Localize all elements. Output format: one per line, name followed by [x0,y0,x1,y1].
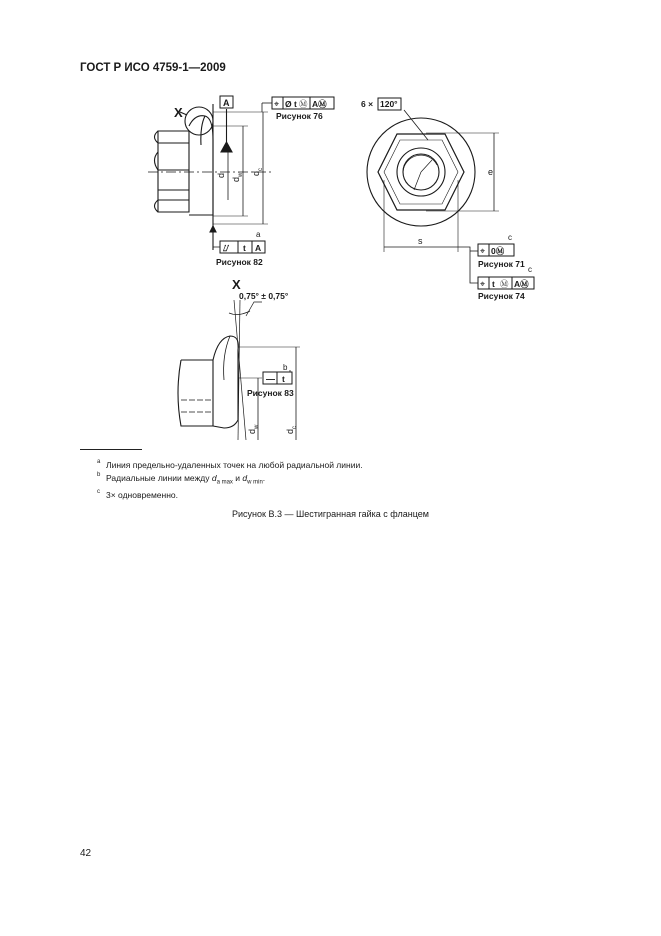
dim-d-label: d [216,172,226,178]
ref-b: b [283,363,288,372]
fcf-sym: — [266,374,275,384]
hex-edge-mid [155,152,190,170]
footnote-a: a Линия предельно-удаленных точек на любой радиальной линии. [97,459,363,470]
dim-dc-label: $d_c$ [251,167,264,176]
fcf-leader [458,247,478,283]
fcf-mod: Ⓜ [299,99,308,109]
fcf-position-top [272,97,334,109]
footnote-c: c 3× одновременно. [97,488,178,500]
fcf-sym: ⌖ [480,279,486,289]
fig83-ref: Рисунок 83 [247,388,294,398]
fcf-mod: Ⓜ [500,279,509,289]
angle-tolerance: 0,75° ± 0,75° [239,291,289,301]
dim-dw-detail-label: $d_w$ [247,424,260,434]
ref-c: c [508,233,512,242]
fcf-ref: AⓂ [312,99,327,109]
fig76-ref: Рисунок 76 [276,111,323,121]
fcf-flatness [263,372,292,384]
fcf-sym: ⌖ [274,99,280,109]
angle-prefix: 6 × [361,99,374,109]
ref-a: a [256,230,261,239]
flange-curve [201,116,205,145]
fcf-position-zero [478,244,514,256]
detail-hex [178,360,213,426]
document-header: ГОСТ Р ИСО 4759-1—2009 [80,62,226,74]
fig74-ref: Рисунок 74 [478,291,525,301]
fcf-runout [220,241,265,253]
fcf-tol: t [492,279,495,289]
view-label-x: X [174,105,183,120]
fcf-tol: t [243,243,246,253]
ref-c-2: c [528,265,532,274]
fcf-sym: ⌖ [480,246,486,256]
dim-dc-detail-label: $d_c$ [285,425,298,434]
detail-label-x: X [232,277,241,292]
page-number: 42 [80,848,92,859]
footnote-b: b Радиальные линии между $d_{a max}$ и $d_{w min}$. [97,471,266,486]
fcf-ref: A [255,243,262,253]
detail-view [178,300,300,440]
fig82-ref: Рисунок 82 [216,257,263,267]
technical-drawing [0,0,661,440]
fig71-ref: Рисунок 71 [478,259,525,269]
footnotes [97,459,363,501]
dim-e-label: e [488,167,494,177]
fcf-ref: AⓂ [514,279,529,289]
arrow [210,226,216,232]
detail-circle [185,107,213,135]
fcf-position-t [478,277,534,289]
dim-dw-label: $d_w$ [231,172,244,182]
dim-s-label: s [418,236,423,246]
top-view [367,110,499,283]
angle-leader [246,302,262,316]
datum-a-label: A [223,98,230,108]
hex-edge-top [155,131,190,143]
angle-leader [404,110,428,140]
figure-caption: Рисунок В.3 — Шестигранная гайка с фланцем [232,509,429,519]
fcf-tol: t [282,374,285,384]
fcf-tol: 0Ⓜ [491,246,505,256]
angle-box-value: 120° [380,99,398,109]
fcf-tol: Ø t [285,99,297,109]
datum-triangle [221,142,232,152]
footnote-rule [80,449,142,450]
fcf-sym: ⌰ [223,243,229,253]
